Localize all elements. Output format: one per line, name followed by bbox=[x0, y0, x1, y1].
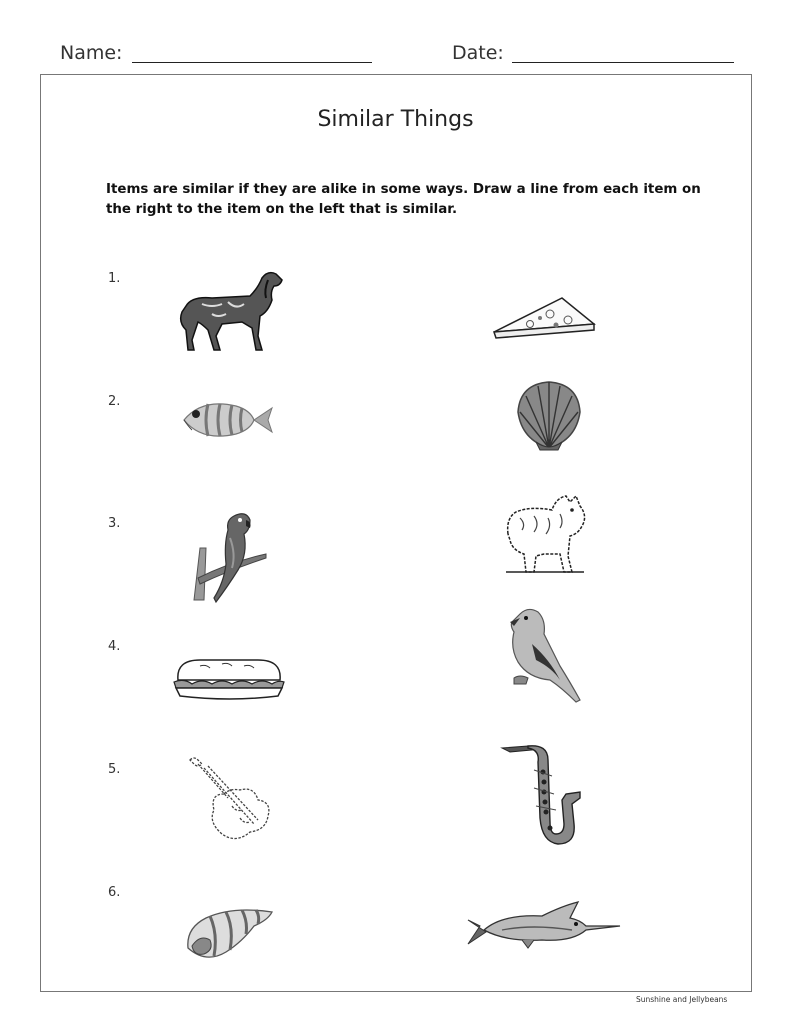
row-number: 4. bbox=[108, 639, 121, 654]
row-number: 6. bbox=[108, 885, 121, 900]
row-number: 5. bbox=[108, 762, 121, 777]
name-label: Name: bbox=[60, 42, 123, 64]
row-number: 3. bbox=[108, 516, 121, 531]
parrot-icon[interactable] bbox=[190, 508, 270, 606]
date-label: Date: bbox=[452, 42, 504, 64]
instructions-text: Items are similar if they are alike in some ways. Draw a line from each item on the right to the item on the left that is similar. bbox=[106, 182, 701, 217]
name-field-line[interactable] bbox=[132, 62, 372, 63]
footer-credit: Sunshine and Jellybeans bbox=[636, 995, 728, 1004]
dog-icon[interactable] bbox=[172, 266, 287, 356]
worksheet-header bbox=[0, 38, 791, 72]
snail-shell-icon[interactable] bbox=[184, 904, 276, 964]
row-number: 1. bbox=[108, 271, 121, 286]
sandwich-icon[interactable] bbox=[170, 654, 288, 704]
finch-bird-icon[interactable] bbox=[506, 604, 584, 704]
row-number: 2. bbox=[108, 394, 121, 409]
fluffy-dog-icon[interactable] bbox=[500, 494, 590, 578]
tropical-fish-icon[interactable] bbox=[178, 396, 274, 444]
worksheet-title: Similar Things bbox=[317, 107, 474, 132]
saxophone-icon[interactable] bbox=[498, 742, 584, 850]
seashell-icon[interactable] bbox=[514, 378, 584, 452]
swordfish-icon[interactable] bbox=[462, 900, 622, 950]
date-field-line[interactable] bbox=[512, 62, 734, 63]
pizza-slice-icon[interactable] bbox=[490, 294, 600, 342]
violin-icon[interactable] bbox=[184, 754, 274, 842]
